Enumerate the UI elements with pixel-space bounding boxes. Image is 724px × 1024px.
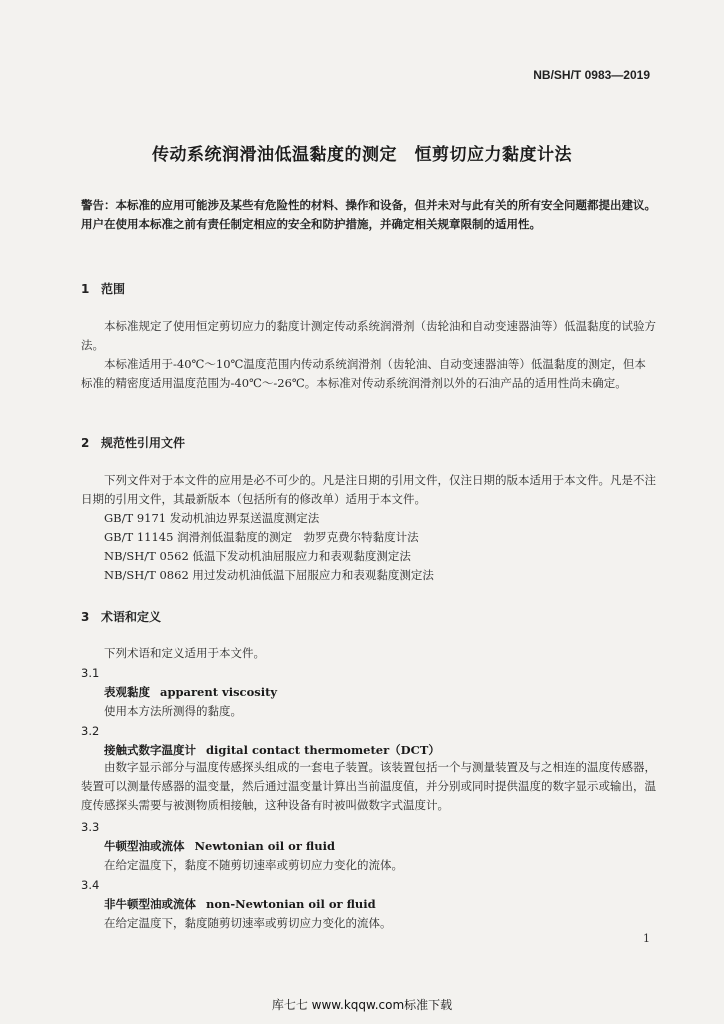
footer-watermark-text: 库七七 www.kqqw.com标准下载 [271, 998, 453, 1012]
clause-number: 3.3 [81, 820, 100, 834]
term-chinese: 牛顿型油或流体 [104, 839, 185, 853]
standard-number: NB/SH/T 0983—2019 [533, 68, 650, 82]
term-definition: 由数字显示部分与温度传感探头组成的一套电子装置。该装置包括一个与测量装置及与之相连的温度传感器，装置可以测量传感器的温变量，然后通过温变量计算出当前温度值，并分别或同时提供温度的数字显示或输出，温度传感探头需要与被测物质相接触，这种设备有时被叫做数字式温度计。 [81, 760, 656, 812]
reference-item: NB/SH/T 0562 低温下发动机油屈服应力和表观黏度测定法 [104, 549, 411, 563]
section-title: 规范性引用文件 [101, 436, 186, 450]
paragraph: 本标准适用于-40℃～10℃温度范围内传动系统润滑剂（齿轮油、自动变速器油等）低温黏度的测定，但本标准的精密度适用温度范围为-40℃～-26℃。本标准对传动系统润滑剂以外的石油产品的适用性尚未确定。 [81, 357, 646, 390]
term-heading [104, 896, 376, 912]
section-3-heading [81, 608, 161, 625]
paragraph: 下列文件对于本文件的应用是必不可少的。凡是注日期的引用文件，仅注日期的版本适用于本文件。凡是不注日期的引用文件，其最新版本（包括所有的修改单）适用于本文件。 [81, 473, 656, 506]
page-number: 1 [643, 932, 650, 945]
clause-number: 3.1 [81, 666, 100, 680]
reference-item: GB/T 11145 润滑剂低温黏度的测定 勃罗克费尔特黏度计法 [104, 530, 419, 544]
clause-number: 3.2 [81, 724, 100, 738]
paragraph: 下列术语和定义适用于本文件。 [104, 646, 265, 660]
reference-item: NB/SH/T 0862 用过发动机油低温下屈服应力和表观黏度测定法 [104, 568, 434, 582]
clause-number: 3.4 [81, 878, 100, 892]
term-heading [104, 838, 335, 854]
reference-item: GB/T 9171 发动机油边界泵送温度测定法 [104, 511, 320, 525]
paragraph: 本标准规定了使用恒定剪切应力的黏度计测定传动系统润滑剂（齿轮油和自动变速器油等）低温黏度的试验方法。 [81, 319, 656, 352]
section-number: 2 [81, 436, 90, 450]
section-1-heading [81, 280, 125, 297]
term-english: apparent viscosity [160, 685, 278, 699]
term-chinese: 接触式数字温度计 [104, 743, 196, 757]
term-chinese: 表观黏度 [104, 685, 150, 699]
section-title: 术语和定义 [101, 610, 162, 624]
term-chinese: 非牛顿型油或流体 [104, 897, 196, 911]
document-title: 传动系统润滑油低温黏度的测定 恒剪切应力黏度计法 [152, 145, 572, 165]
term-english: non-Newtonian oil or fluid [206, 897, 376, 911]
term-definition: 在给定温度下，黏度随剪切速率或剪切应力变化的流体。 [104, 916, 392, 930]
term-english: digital contact thermometer（DCT） [206, 743, 440, 757]
warning-text: 警告：本标准的应用可能涉及某些有危险性的材料、操作和设备，但并未对与此有关的所有安全问题都提出建议。用户在使用本标准之前有责任制定相应的安全和防护措施，并确定相关规章限制的适用性。 [81, 198, 656, 231]
term-definition: 使用本方法所测得的黏度。 [104, 704, 242, 718]
section-2-heading [81, 434, 185, 451]
section-number: 1 [81, 282, 90, 296]
term-heading [104, 684, 277, 700]
term-definition: 在给定温度下，黏度不随剪切速率或剪切应力变化的流体。 [104, 858, 403, 872]
section-title: 范围 [101, 282, 126, 296]
term-heading [104, 742, 440, 758]
section-number: 3 [81, 610, 90, 624]
term-english: Newtonian oil or fluid [194, 839, 336, 853]
